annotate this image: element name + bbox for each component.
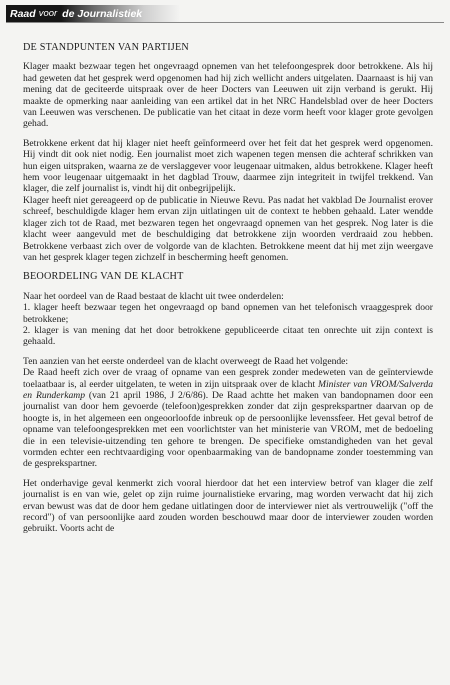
- paragraph-eerste-onderdeel: [23, 367, 433, 470]
- paragraph-nieuwe-revu: Klager heeft niet gereageerd op de publicatie in Nieuwe Revu. Pas nadat het vakblad De Journalist erover schreef, beschuldigde klager hem ervan zijn uitlatingen uit de context te hebben gehaald. Later wendde klager zich tot de Raad, met bezwaren tegen het ongevraagd opnemen van het gesprek. Nog later is die klacht weer aangevuld met de beschuldiging dat betrokkene zijn woorden verdraaid zou hebben. Betrokkene verbaast zich over de volgorde van de klachten. Betrokkene meent dat hij met zijn weergave van het gesprek klager tegen zichzelf in bescherming heeft genomen.: [23, 194, 433, 263]
- heading-beoordeling: BEOORDELING VAN DE KLACHT: [23, 271, 184, 283]
- masthead-gradient-block: [61, 5, 180, 22]
- text-p4-b: (van 21 april 1986, J 2/6/86). De Raad achtte het maken van bandopnamen door een journalist van door hem gevoerde (telefoon)gesprekken zonder dat zijn gesprekspartner daarvan op de hoogte is, in het algemeen een ongeoorloofde inbreuk op de persoonlijke levenssfeer. Het geval betrof de opname van telefoongesprekken met een voorlichtster van het ministerie van VROM, met de bedoeling die in een televisie-uitzending ten gehore te brengen. De specifieke omstandigheden van het geval vormden echter een rechtvaardiging voor openbaarmaking van de bandopname zonder toestemming van de gesprekspartner.: [23, 389, 433, 470]
- masthead-dark-block: [6, 5, 61, 22]
- masthead: [6, 5, 180, 22]
- masthead-journalistiek: Journalistiek: [77, 7, 143, 20]
- paragraph-betrokkene-erkent: Betrokkene erkent dat hij klager niet heeft geïnformeerd over het feit dat het gesprek werd opgenomen. Hij vindt dit ook niet nodig. Een journalist moet zich wapenen tegen mensen die achteraf schrikken van hun eigen uitspraken, waarna ze de verslaggever voor leugenaar uitmaken, aldus betrokkene. Klager heeft hem voor leugenaar uitgemaakt in het dagblad Trouw, daarmee zijn integriteit in twijfel trekkend. Van klager, die zelf journalist is, vindt hij dit onbegrijpelijk.: [23, 137, 433, 195]
- paragraph-onderhavige-geval: Het onderhavige geval kenmerkt zich vooral hierdoor dat het een interview betrof van klager die zelf journalist is en van wie, gelet op zijn ruime journalistieke ervaring, mag worden verwacht dat hij zich ervan bewust was dat de door hem gedane uitlatingen door de interviewer niet als vertrouwelijk ("off the record") of van persoonlijke aard zouden worden beschouwd maar door de interviewer zouden worden gebruikt. Voorts acht de: [23, 477, 433, 535]
- document-body: [23, 42, 433, 543]
- masthead-de: de: [62, 7, 75, 20]
- paragraph-klager-bezwaar: Klager maakt bezwaar tegen het ongevraagd opnemen van het telefoongesprek door betrokkene. Als hij had geweten dat het gesprek werd opgenomen had hij zich wellicht anders uitgelaten. Daarnaast is hij van mening dat de geciteerde uitspraak over de heer Docters van Leeuwen uit zijn verband is gerukt. Hij maakte de opmerking naar aanleiding van een artikel dat in het NRC Handelsblad over de heer Docters van Leeuwen was verschenen. De publicatie van het citaat in deze vorm heeft voor klager grote gevolgen gehad.: [23, 61, 433, 130]
- case-name: Minister van VROM/Salverda en Runderkamp: [23, 378, 433, 401]
- paragraph-eerste-onderdeel-lead: Ten aanzien van het eerste onderdeel van de klacht overweegt de Raad het volgende:: [23, 355, 349, 367]
- masthead-voor: voor: [38, 8, 58, 19]
- masthead-rule: [6, 22, 444, 23]
- heading-standpunten: DE STANDPUNTEN VAN PARTIJEN: [23, 42, 189, 53]
- list-item-1: 1. klager heeft bezwaar tegen het ongevraagd op band opnemen van het telefonisch vraaggesprek door betrokkene;: [23, 302, 433, 325]
- paragraph-onderdelen-intro: Naar het oordeel van de Raad bestaat de klacht uit twee onderdelen:: [23, 290, 284, 302]
- text-p4-a: De Raad heeft zich over de vraag of opname van een gesprek zonder medeweten van de geïnterviewde toelaatbaar is, al eerder uitgelaten, te weten in zijn uitspraak over de klacht: [23, 367, 433, 390]
- masthead-raad: Raad: [10, 7, 36, 20]
- list-item-2: 2. klager is van mening dat het door betrokkene gepubliceerde citaat ten onrechte uit zijn context is gehaald.: [23, 324, 433, 348]
